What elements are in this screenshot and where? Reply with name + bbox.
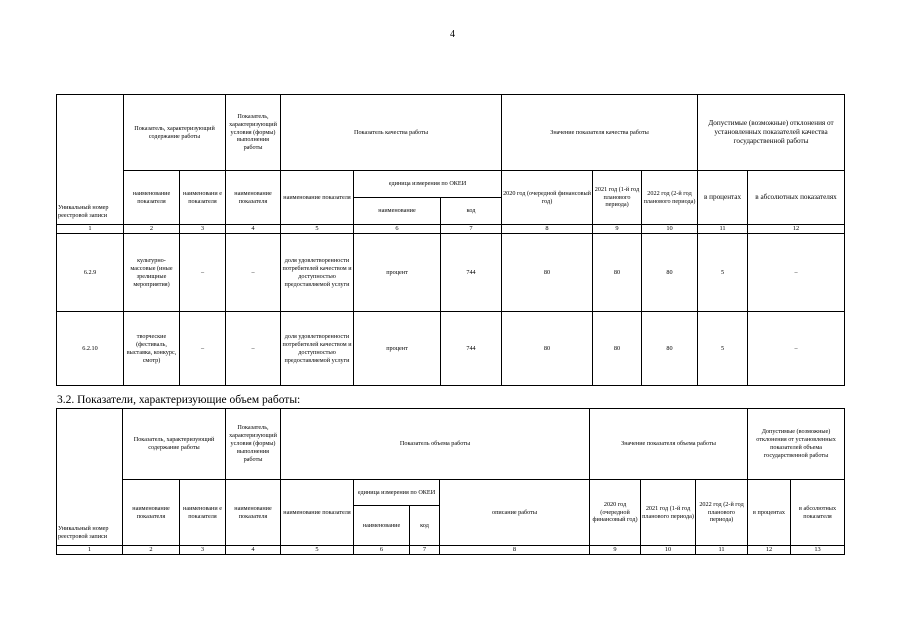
column-number: 5: [281, 225, 354, 234]
code-cell: 744: [441, 234, 502, 312]
header-deviations: Допустимые (возможные) отклонения от установленных показателей качества государственной работы: [698, 95, 845, 171]
header-content-indicator: Показатель, характеризующий содержание работы: [124, 95, 226, 171]
header-volume-indicator: Показатель объема работы: [281, 409, 590, 480]
column-number: 10: [641, 546, 696, 555]
registry-number-cell: 6.2.10: [57, 312, 124, 386]
absolute-cell: –: [748, 312, 845, 386]
header-conditions-indicator: Показатель, характеризующий условия (формы) выполнения работы: [226, 409, 281, 480]
dash-cell: –: [226, 312, 281, 386]
header-volume-value: Значение показателя объема работы: [590, 409, 748, 480]
column-number: 9: [593, 225, 642, 234]
volume-indicators-table: [56, 408, 845, 555]
column-number: 11: [696, 546, 748, 555]
header-indicator-name: наименование показателя: [226, 171, 281, 225]
column-number: 3: [180, 225, 226, 234]
registry-number-cell: 6.2.9: [57, 234, 124, 312]
column-number: 8: [502, 225, 593, 234]
column-number: 8: [440, 546, 590, 555]
header-quality-indicator: Показатель качества работы: [281, 95, 502, 171]
absolute-cell: –: [748, 234, 845, 312]
header-registry-number: Уникальный номер реестровой записи: [57, 409, 123, 546]
percent-cell: 5: [698, 312, 748, 386]
column-number: 12: [748, 225, 845, 234]
column-number: 4: [226, 546, 281, 555]
unit-cell: процент: [354, 312, 441, 386]
header-indicator-name: наименование показателя: [226, 480, 281, 546]
column-number: 6: [354, 225, 441, 234]
header-conditions-indicator: Показатель, характеризующий условия (формы) выполнения работы: [226, 95, 281, 171]
column-number: 2: [123, 546, 180, 555]
header-okei-code: код: [410, 506, 440, 546]
content-cell: творческие (фестиваль, выставка, конкурс, смотр): [124, 312, 180, 386]
quality-indicators-table: [56, 94, 845, 386]
header-indicator-name: наименовани е показателя: [180, 171, 226, 225]
header-deviations: Допустимые (возможные) отклонения от установленных показателей объема государственной работы: [748, 409, 845, 480]
header-quality-value: Значение показателя качества работы: [502, 95, 698, 171]
column-number: 7: [441, 225, 502, 234]
dash-cell: –: [180, 234, 226, 312]
header-okei-unit: единица измерения по ОКЕИ: [354, 171, 502, 198]
value-2020-cell: 80: [502, 312, 593, 386]
quality-indicator-cell: доля удовлетворенности потребителей качеством и доступностью предоставляемой услуги: [281, 312, 354, 386]
column-number: 1: [57, 546, 123, 555]
header-indicator-name: наименование показателя: [123, 480, 180, 546]
header-in-percent: в процентах: [698, 171, 748, 225]
column-number: 7: [410, 546, 440, 555]
percent-cell: 5: [698, 234, 748, 312]
header-year-2022: 2022 год (2-й год планового периода): [696, 480, 748, 546]
content-cell: культурно-массовые (иные зрелищные мероприятия): [124, 234, 180, 312]
header-content-indicator: Показатель, характеризующий содержание работы: [123, 409, 226, 480]
header-work-description: описание работы: [440, 480, 590, 546]
header-year-2020: 2020 год (очередной финансовый год): [590, 480, 641, 546]
header-indicator-name: наименовани е показателя: [180, 480, 226, 546]
unit-cell: процент: [354, 234, 441, 312]
table-row: [57, 312, 845, 386]
column-number: 13: [791, 546, 845, 555]
column-number: 9: [590, 546, 641, 555]
value-2021-cell: 80: [593, 312, 642, 386]
column-number: 3: [180, 546, 226, 555]
header-indicator-name: наименование показателя: [124, 171, 180, 225]
value-2022-cell: 80: [642, 312, 698, 386]
table-row: [57, 234, 845, 312]
column-number: 11: [698, 225, 748, 234]
header-okei-unit: единица измерения по ОКЕИ: [354, 480, 440, 506]
header-okei-name: наименование: [354, 198, 441, 225]
page-number: 4: [450, 29, 455, 40]
value-2022-cell: 80: [642, 234, 698, 312]
column-number: 2: [124, 225, 180, 234]
header-year-2021: 2021 год (1-й год планового периода): [641, 480, 696, 546]
code-cell: 744: [441, 312, 502, 386]
quality-indicator-cell: доля удовлетворенности потребителей качеством и доступностью предоставляемой услуги: [281, 234, 354, 312]
column-number: 12: [748, 546, 791, 555]
header-in-absolute: в абсолютных показателях: [748, 171, 845, 225]
column-number: 10: [642, 225, 698, 234]
column-number: 6: [354, 546, 410, 555]
header-okei-code: код: [441, 198, 502, 225]
column-number: 1: [57, 225, 124, 234]
header-year-2020: 2020 год (очередной финансовый год): [502, 171, 593, 225]
dash-cell: –: [180, 312, 226, 386]
header-in-absolute: в абсолютных показателя: [791, 480, 845, 546]
value-2020-cell: 80: [502, 234, 593, 312]
header-in-percent: в процентах: [748, 480, 791, 546]
header-indicator-name: наименование показателя: [281, 171, 354, 225]
header-year-2021: 2021 год (1-й год планового периода): [593, 171, 642, 225]
header-okei-name: наименование: [354, 506, 410, 546]
column-number: 5: [281, 546, 354, 555]
section-title: 3.2. Показатели, характеризующие объем работы:: [57, 394, 301, 406]
dash-cell: –: [226, 234, 281, 312]
header-year-2022: 2022 год (2-й год планового периода): [642, 171, 698, 225]
value-2021-cell: 80: [593, 234, 642, 312]
header-registry-number: Уникальный номер реестровой записи: [57, 95, 124, 225]
column-number: 4: [226, 225, 281, 234]
header-indicator-name: наименование показателя: [281, 480, 354, 546]
